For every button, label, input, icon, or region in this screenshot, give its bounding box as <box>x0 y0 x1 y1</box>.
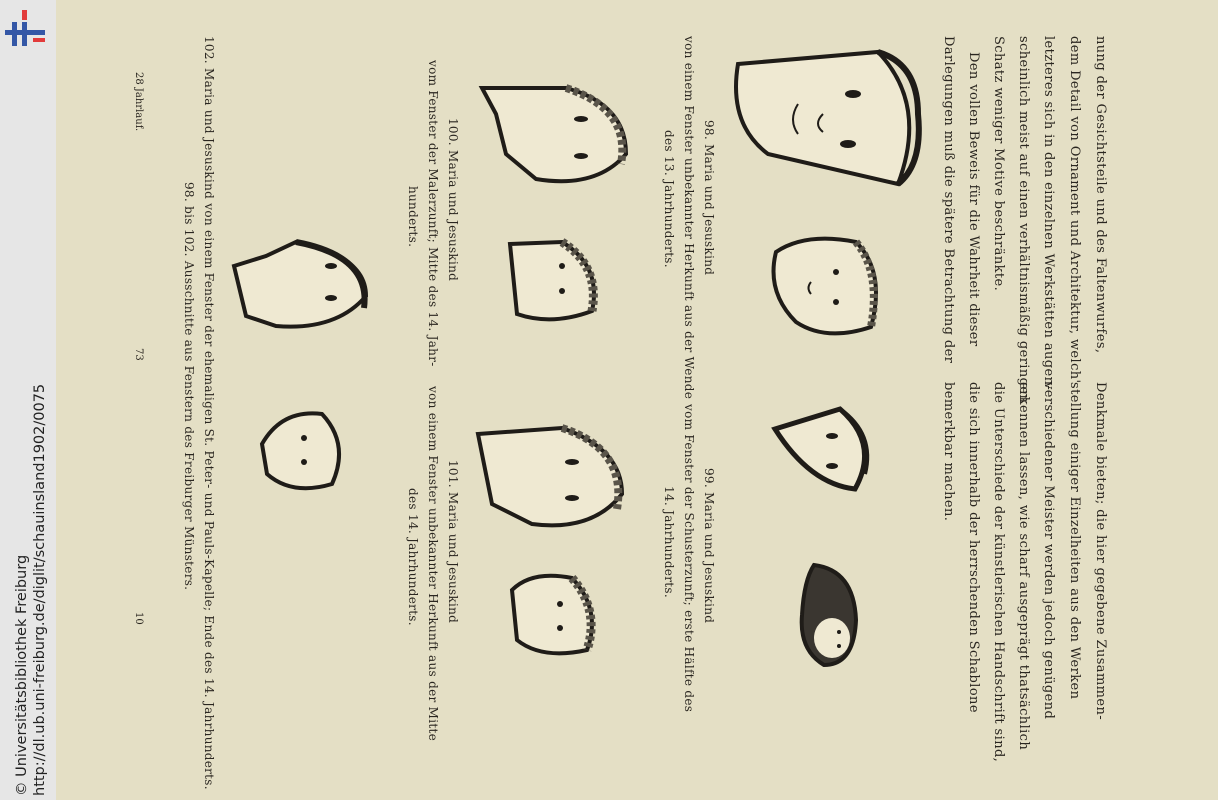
body-line: die Unterschiede der künstlerischen Handschrift sind, <box>991 382 1006 763</box>
body-line: verschiedener Meister werden jedoch genügend <box>1041 382 1056 720</box>
figure-100-child <box>502 236 602 326</box>
caption-101-title: 101. Maria und Jesuskind <box>446 460 460 624</box>
caption-series: 98. bis 102. Ausschnitte aus Fenstern des Freiburger Münsters. <box>182 182 196 591</box>
figure-101-child <box>502 570 602 660</box>
figure-99-child <box>794 560 864 670</box>
sheet-mark: 10 <box>133 612 144 625</box>
source-url[interactable]: http://dl.ub.uni-freiburg.de/diglit/schauinsland1902/0075 <box>32 383 48 796</box>
caption-101-line: des 14. Jahrhunderts. <box>406 488 420 626</box>
caption-98-title: 98. Maria und Jesuskind <box>702 120 716 276</box>
body-line: nung der Gesichtsteile und des Faltenwurfes, <box>1093 36 1108 354</box>
figure-100-mary <box>476 84 636 194</box>
page-number: 73 <box>133 348 144 361</box>
body-line: stellung einiger Einzelheiten aus den Werken <box>1067 382 1082 700</box>
copyright-notice: © Universitätsbibliothek Freiburg <box>14 554 30 796</box>
body-line: bemerkbar machen. <box>941 382 956 522</box>
body-line: scheinlich meist auf einen verhältnismäßig geringen <box>1016 36 1031 404</box>
body-line: Schatz weniger Motive beschränkte. <box>991 36 1006 292</box>
figure-98-child <box>766 232 886 342</box>
caption-99-line: vom Fenster der Schusterzunft; erste Hälfte des <box>682 404 696 713</box>
scanned-page <box>56 0 1218 800</box>
body-line: dem Detail von Ornament und Architektur, welch' <box>1067 36 1082 384</box>
body-line: erkennen lassen, wie scharf ausgeprägt thatsächlich <box>1016 382 1031 751</box>
caption-101-line: von einem Fenster unbekannter Herkunft aus der Mitte <box>426 386 440 742</box>
caption-100-line: vom Fenster der Malerzunft; Mitte des 14. Jahr- <box>426 60 440 367</box>
body-line: die sich innerhalb der herrschenden Schablone <box>966 382 981 713</box>
body-line: Darlegungen muß die spätere Betrachtung der <box>941 36 956 364</box>
signature-mark: 28 Jahrlauf. <box>133 72 144 132</box>
figure-101-mary <box>472 424 632 534</box>
body-line: Denkmale bieten; die hier gegebene Zusammen- <box>1093 382 1108 721</box>
caption-98-line: von einem Fenster unbekannter Herkunft aus der Wende <box>682 36 696 400</box>
figure-99-mary <box>770 404 880 494</box>
university-library-logo <box>4 8 48 52</box>
caption-102: 102. Maria und Jesuskind von einem Fenster der ehemaligen St. Peter- und Pauls-Kapelle; Ende des 14. Jahrhunderts. <box>202 36 216 790</box>
caption-98-line: des 13. Jahrhunderts. <box>662 130 676 268</box>
body-line: Den vollen Beweis für die Wahrheit dieser <box>966 52 981 347</box>
body-line: letzteres sich in den einzelnen Werkstätten augen- <box>1041 36 1056 391</box>
viewer-sidebar <box>0 0 56 800</box>
caption-99-title: 99. Maria und Jesuskind <box>702 468 716 624</box>
caption-100-title: 100. Maria und Jesuskind <box>446 118 460 282</box>
figure-102-child <box>252 404 352 494</box>
caption-100-line: hunderts. <box>406 186 420 248</box>
caption-99-line: 14. Jahrhunderts. <box>662 486 676 598</box>
figure-98-mary <box>728 44 928 194</box>
figure-102-mary <box>226 236 376 336</box>
